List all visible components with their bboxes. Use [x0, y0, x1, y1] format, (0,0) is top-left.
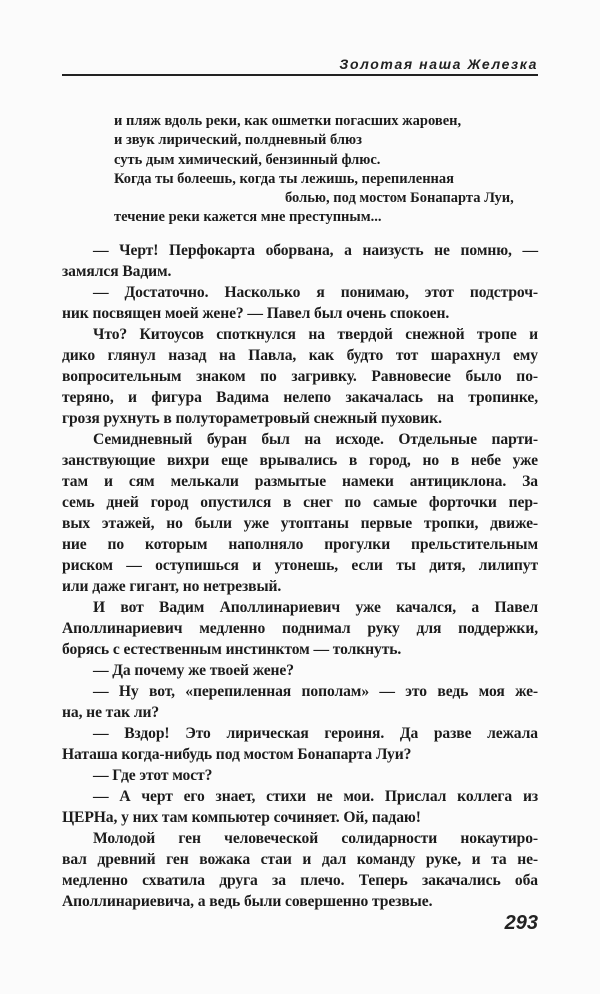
text-line: — Черт! Перфокарта оборвана, а наизусть не помню, — — [93, 242, 538, 259]
poem-line: и пляж вдоль реки, как ошметки погасших жаровен, — [114, 113, 462, 129]
text-line: грозя рухнуть в полутораметровый снежный пуховик. — [62, 410, 442, 427]
poem-line: болью, под мостом Бонапарта Луи, — [285, 190, 514, 207]
poem-line: суть дым химический, бензинный флюс. — [114, 151, 381, 168]
text-line: Аполлинариевича, а ведь были совершенно трезвые. — [62, 893, 433, 910]
page-number: 293 — [504, 912, 538, 934]
text-line: Наташа когда-нибудь под мостом Бонапарта Луи? — [62, 746, 412, 763]
text-line: — Ну вот, «перепиленная пополам» — это ведь моя же- — [93, 683, 538, 700]
text-line: — А черт его знает, стихи не мои. Прислал коллега из — [93, 788, 538, 805]
text-line: дико глянул назад на Павла, как будто тот шарахнул ему — [62, 347, 538, 364]
text-line: Семидневный буран был на исходе. Отдельные парти- — [93, 431, 538, 448]
text-line: или даже гигант, но нетрезвый. — [62, 578, 282, 595]
poem-line: Когда ты болеешь, когда ты лежишь, перепиленная — [114, 170, 454, 187]
text-line: на, не так ли? — [62, 704, 160, 721]
text-line: Что? Китоусов споткнулся на твердой снежной тропе и — [93, 326, 538, 343]
text-line: занствующие вихри еще врывались в город, но в небе уже — [62, 452, 538, 469]
text-line: теряно, и фигура Вадима нелепо закачалась на тропинке, — [62, 389, 538, 406]
text-line: медленно схватила друга за плечо. Теперь закачались оба — [62, 872, 538, 889]
text-line: И вот Вадим Аполлинариевич уже качался, а Павел — [93, 599, 538, 616]
poem-line: течение реки кажется мне преступным... — [114, 209, 382, 226]
text-line: — Где этот мост? — [93, 767, 213, 784]
text-line: там и сям мелькали размытые намеки антициклона. За — [62, 473, 538, 490]
text-line: — Достаточно. Насколько я понимаю, этот подстроч- — [93, 284, 538, 301]
running-title: Золотая наша Железка — [339, 56, 538, 72]
text-line: вых этажей, но были уже утоптаны первые тропки, движе- — [62, 515, 538, 532]
text-line: замялся Вадим. — [62, 263, 172, 280]
body-text — [62, 240, 538, 912]
text-line: ние по которым наполняло прогулки прельстительным — [62, 536, 538, 553]
text-line: Молодой ген человеческой солидарности нокаутиро- — [93, 830, 538, 847]
text-line: — Да почему же твоей жене? — [93, 662, 294, 679]
text-line: семь дней город опустился в снег по самые форточки пер- — [62, 494, 538, 511]
text-line: риском — оступишься и утонешь, если ты дитя, лилипут — [62, 557, 538, 574]
text-line: — Вздор! Это лирическая героиня. Да разве лежала — [93, 725, 538, 742]
header-rule — [62, 74, 538, 76]
text-line: ник посвящен моей жене? — Павел был очень спокоен. — [62, 305, 450, 322]
text-line: Аполлинариевич медленно поднимал руку для поддержки, — [62, 620, 538, 637]
text-line: борясь с естественным инстинктом — толкнуть. — [62, 641, 402, 658]
poem-epigraph — [114, 112, 514, 228]
text-line: ЦЕРНа, у них там компьютер сочиняет. Ой, падаю! — [62, 809, 421, 826]
text-line: вал древний ген вожака стаи и дал команду руке, и та не- — [62, 851, 538, 868]
text-line: вопросительным знаком по загривку. Равновесие было по- — [62, 368, 538, 385]
poem-line: и звук лирический, полдневный блюз — [114, 132, 362, 149]
